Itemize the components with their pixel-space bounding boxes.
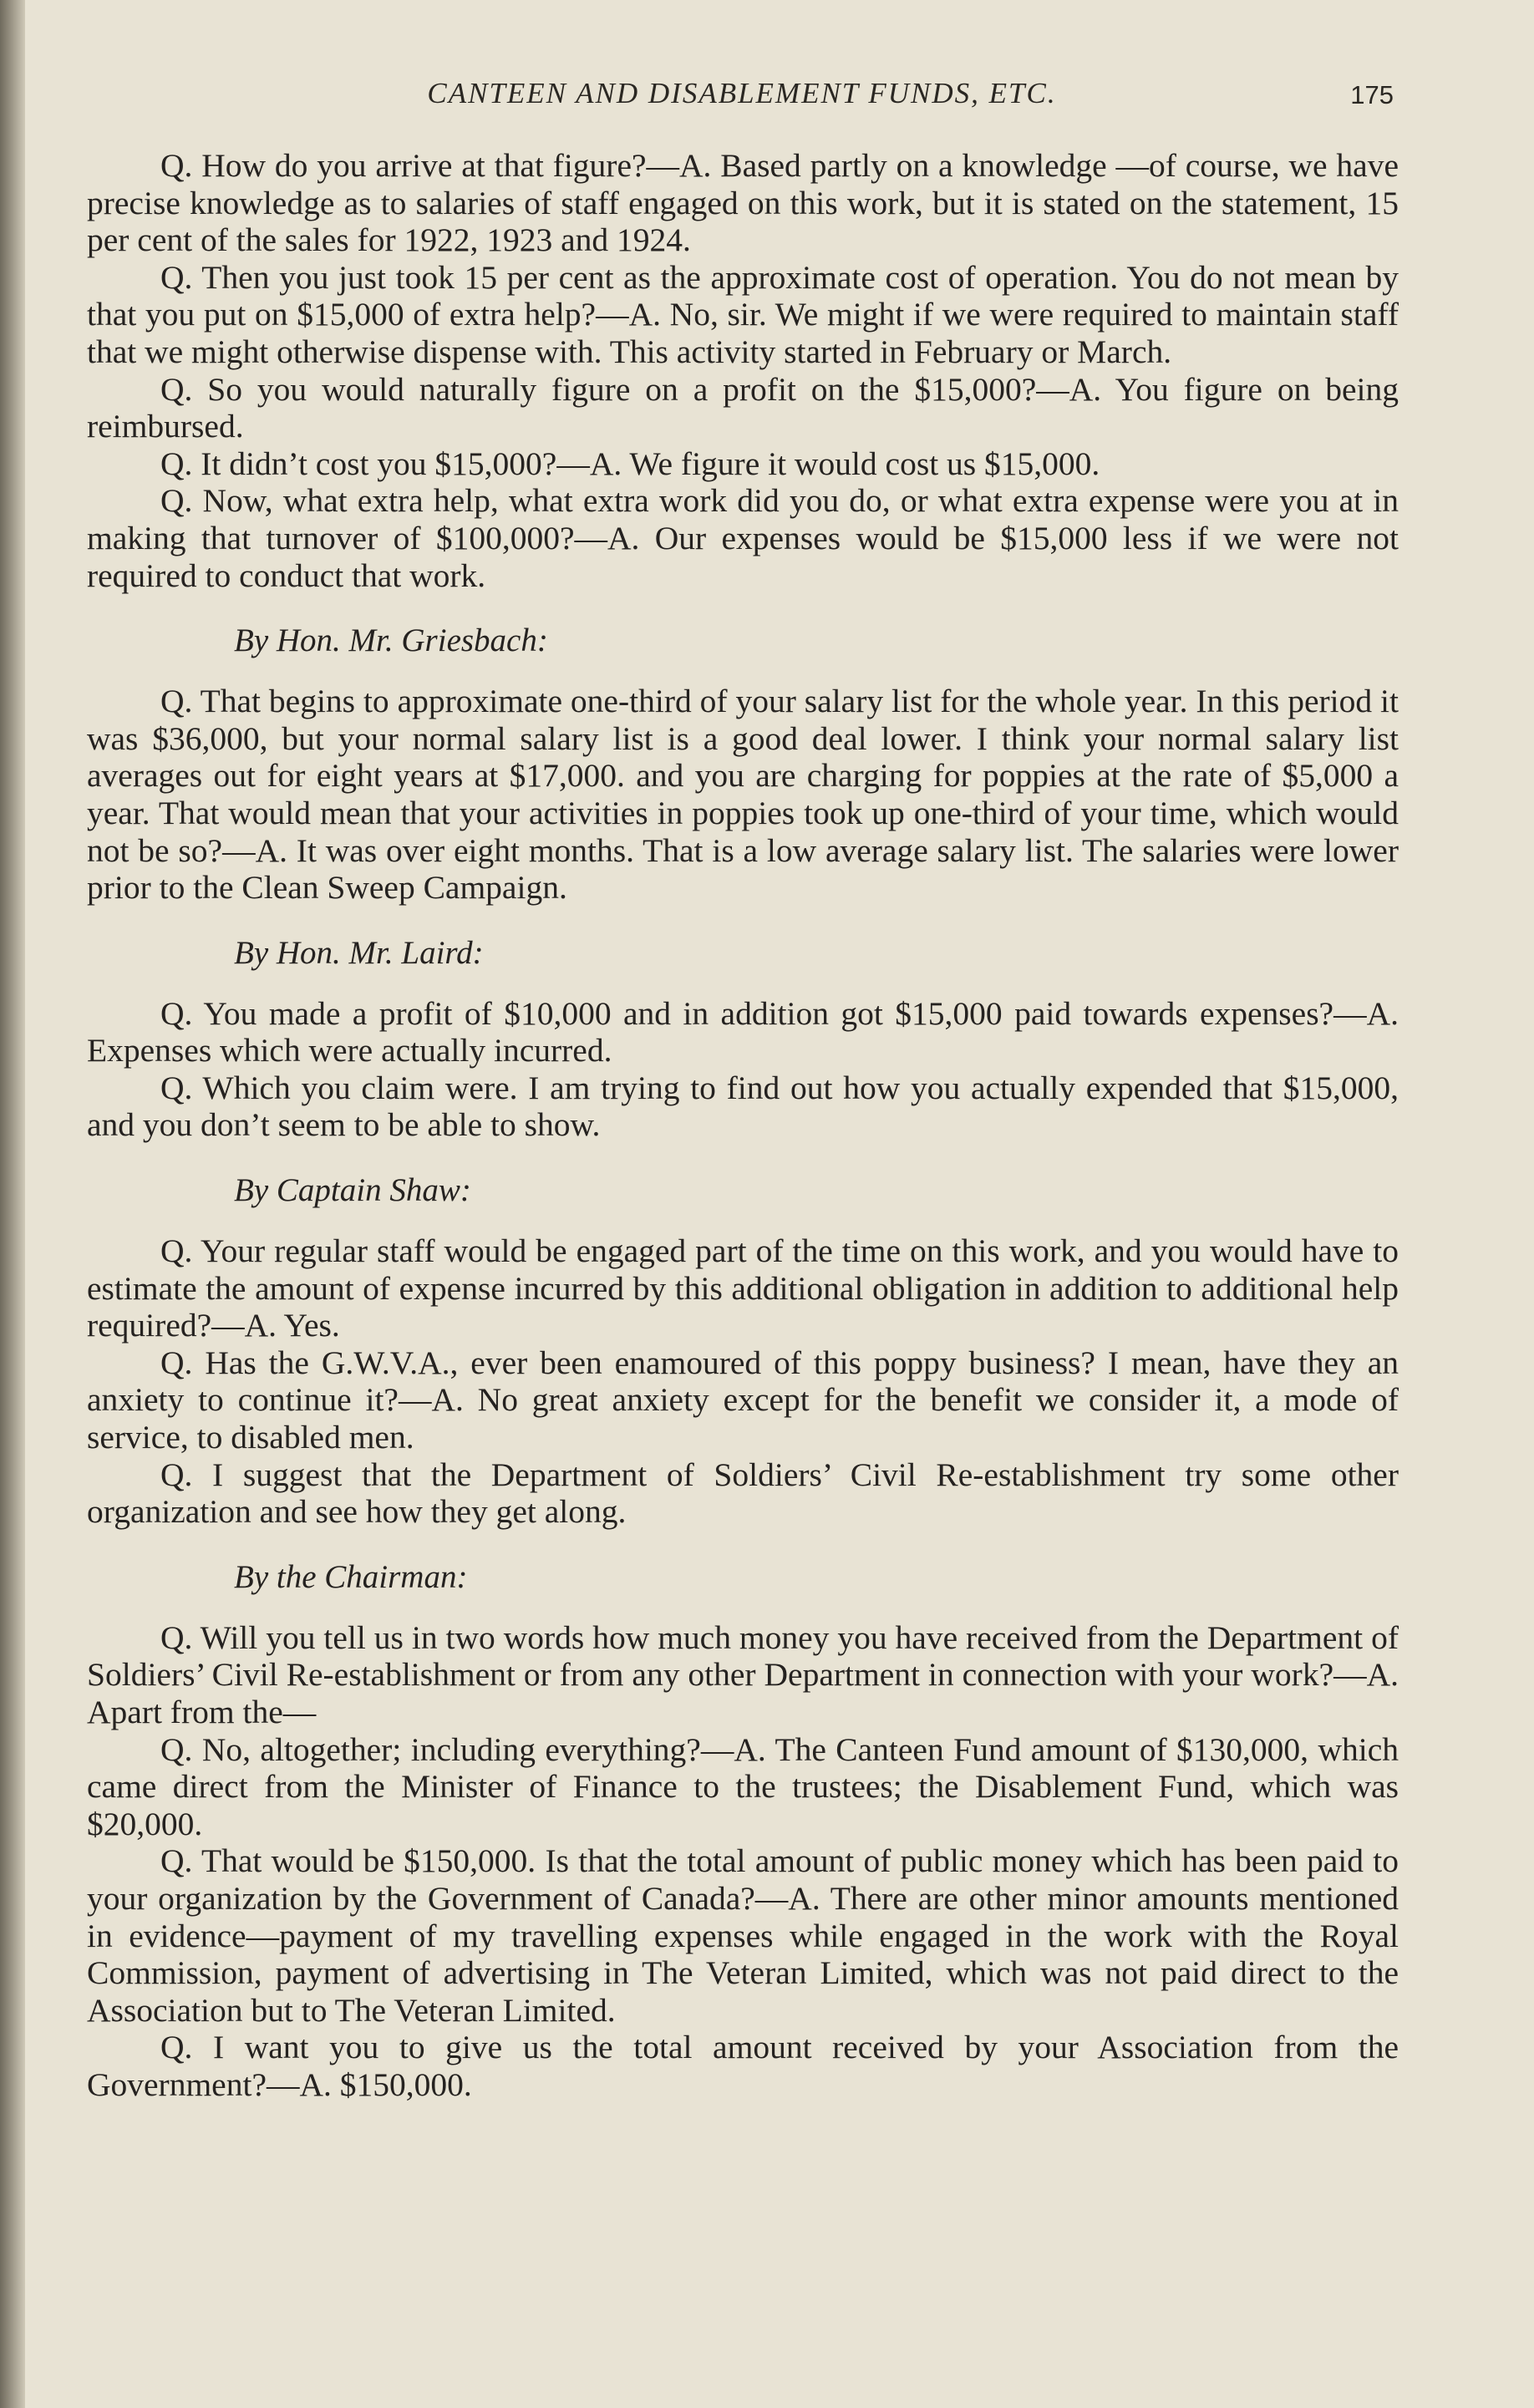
qa-paragraph: Q. That begins to approximate one-third of your salary list for the whole year. In this period it was $36,000, but your normal salary list is a good deal lower. I think your normal salary list averages out for eight years at $17,000. and you are charging for poppies at the rate of $5,000 a year. That would mean that your activities in poppies took up one-third of your time, which would not be so?—A. It was over eight months. That is a low average salary list. The salaries were lower prior to the Clean Sweep Campaign.: [87, 683, 1399, 907]
qa-paragraph: Q. Has the G.W.V.A., ever been enamoured of this poppy business? I mean, have they an anxiety to continue it?—A. No great anxiety except for the benefit we consider it, a mode of service, to disabled men.: [87, 1344, 1399, 1456]
qa-paragraph: Q. That would be $150,000. Is that the total amount of public money which has been paid to your organization by the Government of Canada?—A. There are other minor amounts mentioned in evidence—payment of my travelling expenses while engaged in the work with the Royal Commission, payment of advertising in The Veteran Limited, which was not paid direct to the Association but to The Veteran Limited.: [87, 1842, 1399, 2029]
page-header: [90, 77, 1394, 119]
qa-paragraph: Q. Which you claim were. I am trying to find out how you actually expended that $15,000, and you don’t seem to be able to show.: [87, 1069, 1399, 1144]
qa-paragraph: Q. Now, what extra help, what extra work did you do, or what extra expense were you at in making that turnover of $100,000?—A. Our expenses would be $15,000 less if we were not required to conduct that work.: [87, 482, 1399, 594]
speaker-heading: By Hon. Mr. Griesbach:: [234, 622, 548, 659]
speaker-heading: By Captain Shaw:: [234, 1172, 471, 1209]
running-title: CANTEEN AND DISABLEMENT FUNDS, ETC.: [427, 77, 1057, 109]
qa-paragraph: Q. Then you just took 15 per cent as the approximate cost of operation. You do not mean by that you put on $15,000 of extra help?—A. No, sir. We might if we were required to maintain staff that we might otherwise dispense with. This activity started in February or March.: [87, 258, 1399, 370]
qa-paragraph: Q. Your regular staff would be engaged part of the time on this work, and you would have to estimate the amount of expense incurred by this additional obligation in addition to additional help required?—A. Yes.: [87, 1232, 1399, 1344]
qa-paragraph: Q. It didn’t cost you $15,000?—A. We figure it would cost us $15,000.: [160, 445, 1100, 482]
qa-paragraph: Q. You made a profit of $10,000 and in addition got $15,000 paid towards expenses?—A. Expenses which were actually incurred.: [87, 994, 1399, 1069]
qa-paragraph: Q. So you would naturally figure on a profit on the $15,000?—A. You figure on being reimbursed.: [87, 370, 1399, 445]
page-number: 175: [1350, 80, 1394, 109]
speaker-heading: By Hon. Mr. Laird:: [234, 934, 484, 971]
qa-paragraph: Q. I want you to give us the total amount received by your Association from the Government?—A. $150,000.: [87, 2029, 1399, 2103]
qa-paragraph: Q. Will you tell us in two words how much money you have received from the Department of Soldiers’ Civil Re-establishment or from any other Department in connection with your work?—A. Apart from the—: [87, 1618, 1399, 1730]
qa-paragraph: Q. No, altogether; including everything?—A. The Canteen Fund amount of $130,000, which came direct from the Minister of Finance to the trustees; the Disablement Fund, which was $20,000.: [87, 1730, 1399, 1842]
qa-paragraph: Q. How do you arrive at that figure?—A. Based partly on a knowledge —of course, we have precise knowledge as to salaries of staff engaged on this work, but it is stated on the statement, 15 per cent of the sales for 1922, 1923 and 1924.: [87, 147, 1399, 259]
page-binding-shadow: [0, 0, 25, 2408]
qa-paragraph: Q. I suggest that the Department of Soldiers’ Civil Re-establishment try some other organization and see how they get along.: [87, 1455, 1399, 1531]
speaker-heading: By the Chairman:: [234, 1558, 468, 1595]
transcript-body: [87, 147, 1399, 2104]
